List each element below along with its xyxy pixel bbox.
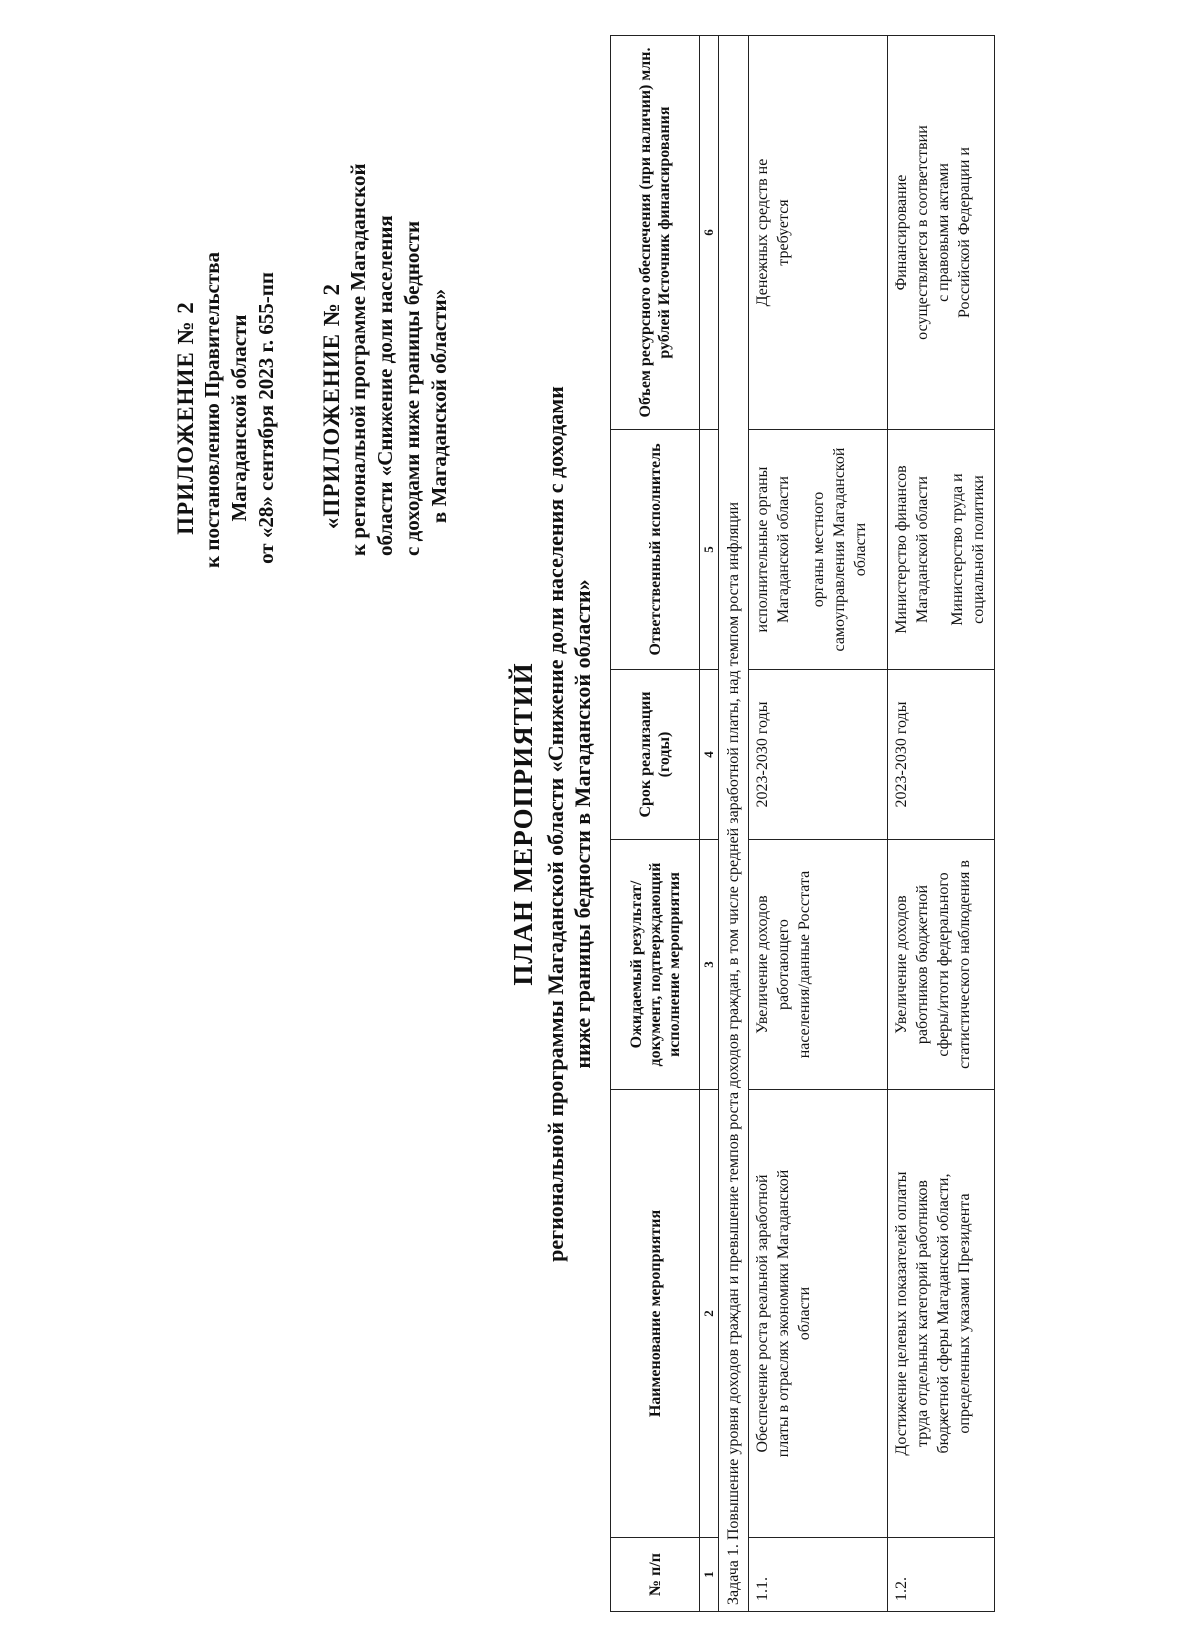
activity-name-line: области: [796, 1286, 813, 1341]
row-number: 1.2.: [888, 1538, 995, 1612]
plan-subtitle-line: региональной программы Магаданской области «Снижение доли населения с доходами: [543, 386, 568, 1262]
expected-result-line: сферы/итоги федерального: [935, 872, 952, 1057]
column-number: 4: [700, 670, 719, 840]
activity-name-cell: [749, 1090, 888, 1538]
activity-name-line: определенных указами Президента: [956, 1193, 973, 1434]
executor-line: исполнительные органы: [754, 466, 771, 633]
column-header-term: Срок реализации (годы): [611, 670, 700, 840]
executor-line: органы местного: [810, 491, 827, 608]
plan-table: [610, 35, 995, 1612]
funding-line: Финансирование: [893, 174, 910, 291]
activity-name-line: платы в отраслях экономики Магаданской: [775, 1169, 792, 1458]
column-header-activity-name: Наименование мероприятия: [611, 1090, 700, 1538]
table-row: [888, 36, 995, 1612]
funding-cell: [749, 36, 888, 430]
column-header-expected-result: Ожидаемый результат/ документ, подтверждающий исполнение мероприятия: [611, 840, 700, 1090]
funding-line: осуществляется в соответствии: [914, 125, 931, 340]
program-appendix-title: «ПРИЛОЖЕНИЕ № 2: [319, 282, 344, 530]
plan-title: ПЛАН МЕРОПРИЯТИЙ: [508, 662, 538, 986]
expected-result-cell: [749, 840, 888, 1090]
appendix-date-line: от «28» сентября 2023 г. 655-пп: [254, 272, 278, 564]
funding-line: Российской Федерации и: [956, 147, 973, 318]
column-number: 1: [700, 1538, 719, 1612]
activity-name-line: Достижение целевых показателей оплаты: [893, 1171, 910, 1456]
expected-result-line: работников бюджетной: [914, 884, 931, 1045]
expected-result-cell: [888, 840, 995, 1090]
expected-result-line: статистического наблюдения в: [956, 860, 973, 1069]
funding-line: Денежных средств не: [754, 158, 771, 307]
executor-line: Министерство труда и: [949, 473, 966, 626]
activity-name-cell: [888, 1090, 995, 1538]
executor-spacer: [933, 435, 947, 664]
row-number: 1.1.: [749, 1538, 888, 1612]
table-row: [749, 36, 888, 1612]
executor-cell: [749, 430, 888, 670]
executor-line: Магаданской области: [775, 476, 792, 623]
executor-line: самоуправления Магаданской: [831, 447, 848, 652]
expected-result-line: населения/данные Росстата: [796, 870, 813, 1059]
column-number: 5: [700, 430, 719, 670]
executor-line: социальной политики: [970, 475, 987, 624]
program-appendix-line: к региональной программе Магаданской: [346, 163, 370, 556]
appendix-line: к постановлению Правительства: [200, 251, 224, 568]
government-decree-appendix-header: [172, 251, 280, 568]
funding-line: с правовыми актами: [935, 163, 952, 302]
executor-cell: [888, 430, 995, 670]
expected-result-line: Увеличение доходов: [893, 895, 910, 1034]
table-header-row: [611, 36, 700, 1612]
executor-line: Магаданской области: [914, 476, 931, 623]
program-appendix-header: [318, 163, 453, 556]
task-description: Задача 1. Повышение уровня доходов граждан и превышение темпов роста доходов граждан, в том числе средней заработной платы, над темпом роста инфляции: [719, 36, 749, 1612]
column-number-row: [700, 36, 719, 1612]
executor-line: области: [852, 522, 869, 577]
program-appendix-line: области «Снижение доли населения: [373, 215, 397, 556]
column-number: 2: [700, 1090, 719, 1538]
column-header-executor: Ответственный исполнитель: [611, 430, 700, 670]
activity-name-line: бюджетной сферы Магаданской области,: [935, 1173, 952, 1454]
column-number: 3: [700, 840, 719, 1090]
activity-name-line: Обеспечение роста реальной заработной: [754, 1174, 771, 1453]
appendix-line: Магаданской области: [227, 314, 251, 522]
program-appendix-line: в Магаданской области»: [427, 288, 451, 524]
term-cell: 2023-2030 годы: [749, 670, 888, 840]
activity-name-line: труда отдельных категорий работников: [914, 1180, 931, 1447]
executor-line: Министерство финансов: [893, 465, 910, 634]
executor-spacer: [794, 435, 808, 664]
appendix-title: ПРИЛОЖЕНИЕ № 2: [173, 301, 198, 535]
funding-cell: [888, 36, 995, 430]
column-header-number: № п/п: [611, 1538, 700, 1612]
expected-result-line: работающего: [775, 919, 792, 1010]
column-number: 6: [700, 36, 719, 430]
term-cell: 2023-2030 годы: [888, 670, 995, 840]
expected-result-line: Увеличение доходов: [754, 895, 771, 1034]
plan-subtitle-line: ниже границы бедности в Магаданской области»: [570, 579, 595, 1069]
funding-line: требуется: [775, 199, 792, 266]
column-header-funding: Объем ресурсного обеспечения (при наличии) млн. рублей Источник финансирования: [611, 36, 700, 430]
task-row: [719, 36, 749, 1612]
program-appendix-line: с доходами ниже границы бедности: [400, 220, 424, 556]
plan-subtitle: [542, 0, 596, 1648]
